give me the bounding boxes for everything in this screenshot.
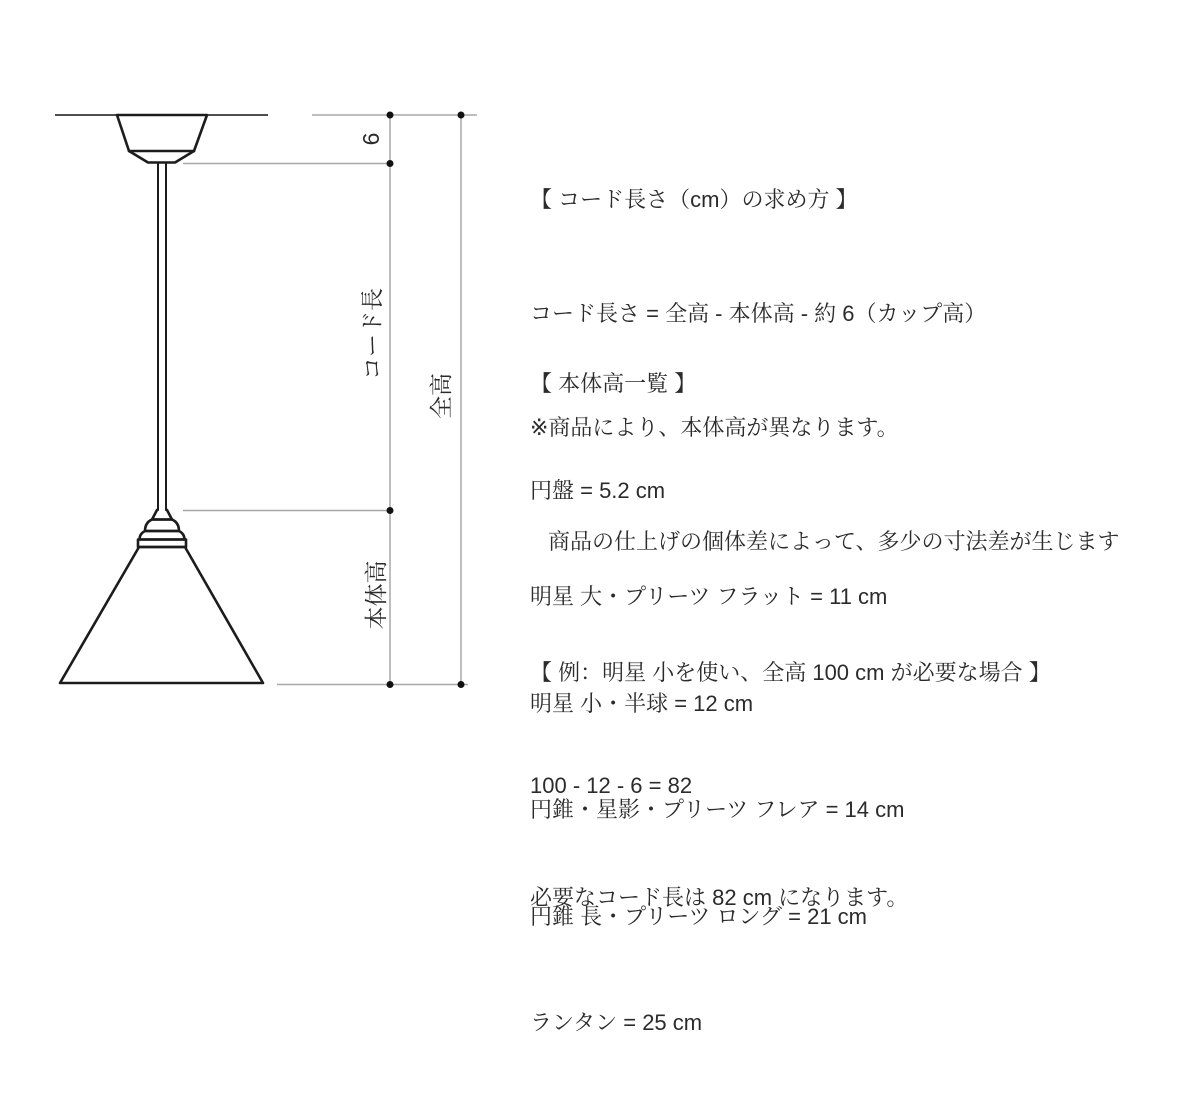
note-line: ※商品により、本体高が異なります。 [530, 415, 899, 440]
list-item: 明星 大・プリーツ フラット = 11 cm [530, 584, 888, 609]
socket-flare [152, 510, 172, 520]
list-item: 円錐・星影・プリーツ フレア = 14 cm [530, 797, 905, 822]
list-item: 明星 小・半球 = 12 cm [530, 690, 754, 716]
cup-height-label: 6 [358, 132, 384, 146]
cone-shade [60, 547, 263, 683]
note-line: 商品の仕上げの個体差によって、多少の寸法差が生じます [548, 529, 1120, 554]
result-line: 必要なコード長は 82 cm になります。 [530, 885, 909, 910]
section-heading: 【 例：明星 小を使い、全高 100 cm が必要な場合 】 [530, 660, 1051, 685]
list-item: 円盤 = 5.2 cm [530, 477, 666, 503]
dot [387, 112, 394, 119]
calculation-line: 100 - 12 - 6 = 82 [530, 772, 693, 798]
body-height-label: 本体高 [363, 560, 389, 630]
dot [387, 160, 394, 167]
section-heading: 【 コード長さ（cm）の求め方 】 [530, 187, 858, 212]
cord-length-label: コード長 [359, 288, 385, 380]
lamp-drawing [60, 115, 263, 683]
dot [458, 681, 465, 688]
list-item: ランタン = 25 cm [530, 1010, 703, 1035]
formula-line: コード長さ = 全高 - 本体高 - 約 6（カップ高） [530, 301, 987, 326]
dot [458, 112, 465, 119]
section-heading: 【 本体高一覧 】 [530, 371, 697, 396]
socket-tier [145, 520, 179, 532]
list-item: 円錐 長・プリーツ ロング = 21 cm [530, 903, 868, 929]
dot [387, 507, 394, 514]
total-height-label: 全高 [428, 373, 454, 419]
ceiling-cup [117, 115, 207, 163]
pendant-lamp-dimension-diagram [0, 0, 520, 800]
dot [387, 681, 394, 688]
example-section [530, 579, 1051, 992]
